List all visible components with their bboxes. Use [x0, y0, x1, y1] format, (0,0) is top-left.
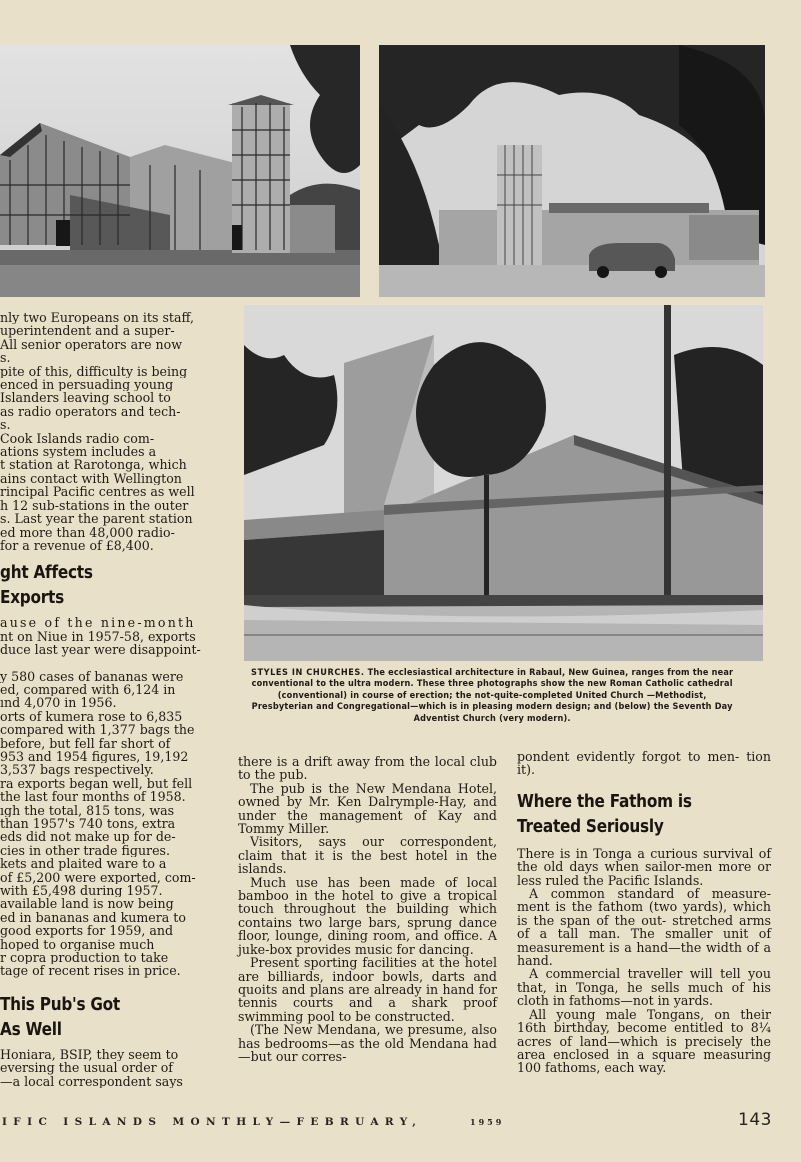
- text-line: tage of recent rises in price.: [0, 964, 181, 978]
- left-para-2: [0, 365, 216, 432]
- text-line: nt on Niue in 1957-58, exports: [0, 629, 196, 644]
- left-column: [0, 311, 216, 1111]
- middle-column: [238, 755, 497, 1063]
- text-line: good exports for 1959, and: [0, 924, 174, 938]
- left-para-1: [0, 311, 216, 365]
- text-line: ed in bananas and kumera to: [0, 910, 186, 925]
- middle-para: Much use has been made of local bamboo in the hotel to give a tropical touch throughout the building which contains two large bars, sprung dance floor, lounge, dining room, and office. A juke-box provides music for dancing.: [238, 874, 497, 957]
- text-line: enced in persuading young: [0, 378, 174, 392]
- text-line: eds did not make up for de-: [0, 830, 176, 844]
- text-line: ed more than 48,000 radio-: [0, 525, 175, 539]
- left-para-3: [0, 432, 216, 553]
- heading-copra-affects-exports: [0, 560, 216, 610]
- text-line: kets and plaited ware to a: [0, 857, 167, 871]
- text-line: before, but fell far short of: [0, 736, 171, 750]
- text-line: uperintendent and a super-: [0, 324, 175, 338]
- text-line: eversing the usual order of: [0, 1061, 173, 1075]
- middle-para: The pub is the New Mendana Hotel, owned by Mr. Ken Dalrymple-Hay, and under the management of Kay and Tommy Miller.: [238, 780, 497, 837]
- heading-line: Exports: [0, 587, 64, 609]
- text-line: ınd 4,070 in 1956.: [0, 696, 117, 710]
- photo-caption: [248, 668, 736, 725]
- middle-para: there is a drift away from the local club to the pub.: [238, 754, 497, 783]
- publication-year: 1959: [470, 1117, 505, 1127]
- text-line: ause of the nine-month: [0, 616, 196, 630]
- text-line: for a revenue of £8,400.: [0, 538, 154, 553]
- right-para: pondent evidently forgot to men- tion it).: [517, 749, 771, 778]
- publication-name: IFIC ISLANDS MONTHLY—FEBRUARY,: [2, 1116, 423, 1128]
- left-para-7: [0, 777, 216, 857]
- heading-line: Treated Seriously: [517, 815, 664, 837]
- text-line: y 580 cases of bananas were: [0, 669, 184, 683]
- text-line: s. Last year the parent station: [0, 512, 193, 526]
- heading-line: This Pub's Got: [0, 993, 120, 1015]
- heading-line: ght Affects: [0, 562, 93, 584]
- text-line: available land is now being: [0, 897, 174, 911]
- text-line: s.: [0, 351, 11, 365]
- heading-where-the-fathom: [517, 789, 771, 839]
- heading-this-pubs-got: [0, 992, 216, 1042]
- text-line: r copra production to take: [0, 951, 169, 965]
- text-line: s.: [0, 418, 11, 432]
- heading-line: As Well: [0, 1018, 62, 1040]
- text-line: ra exports began well, but fell: [0, 776, 193, 791]
- right-para: There is in Tonga a curious survival of the old days when sailor-men more or less ruled the Pacific Islands.: [517, 845, 771, 888]
- text-line: compared with 1,377 bags the: [0, 723, 195, 737]
- text-line: duce last year were disappoint-: [0, 643, 201, 657]
- middle-para: (The New Mendana, we presume, also has bedrooms—as the old Mendana had—but our corres-: [238, 1022, 497, 1064]
- text-line: —a local correspondent says: [0, 1074, 183, 1089]
- middle-para: Visitors, says our correspondent, claim that it is the best hotel in the islands.: [238, 834, 497, 877]
- text-line: 953 and 1954 figures, 19,192: [0, 749, 189, 764]
- left-para-6: [0, 710, 216, 777]
- middle-para: Present sporting facilities at the hotel are billiards, indoor bowls, darts and quoits and plans are already in hand for tennis courts and a shark proof swimming pool to be constructed.: [238, 955, 497, 1024]
- text-line: of £5,200 were exported, com-: [0, 870, 196, 885]
- text-line: All senior operators are now: [0, 337, 183, 352]
- text-line: t station at Rarotonga, which: [0, 458, 187, 472]
- text-line: the last four months of 1958.: [0, 790, 186, 804]
- right-column: [517, 750, 771, 1075]
- text-line: Islanders leaving school to: [0, 391, 171, 405]
- right-para: A common standard of measure- ment is the fathom (two yards), which is the span of the out- stretched arms of a tall man. The smaller unit of measurement is a hand—the width of a hand.: [517, 886, 771, 969]
- photo-cathedral-under-construction: [0, 45, 360, 297]
- heading-line: Where the Fathom is: [517, 790, 692, 812]
- page-number: 143: [738, 1110, 772, 1130]
- text-line: ıgh the total, 815 tons, was: [0, 803, 175, 817]
- text-line: 3,537 bags respectively.: [0, 763, 154, 777]
- left-para-10: [0, 1048, 216, 1088]
- text-line: ed, compared with 6,124 in: [0, 682, 176, 697]
- text-line: Cook Islands radio com-: [0, 431, 155, 446]
- caption-text: The ecclesiastical architecture in Rabaul, New Guinea, ranges from the near conventional to the ultra modern. These three photographs show the new Roman Catholic cathedral (conventional) in course of erection; the not-quite-completed United Church —Methodist, Presbyterian and Congregational—which is in pleasing modern design; and (below) the Seventh Day Adventist Church (very modern).: [251, 668, 734, 724]
- text-line: with £5,498 during 1957.: [0, 884, 163, 898]
- left-para-8: [0, 857, 216, 897]
- text-line: pite of this, difficulty is being: [0, 364, 188, 379]
- page-footer: [0, 1110, 801, 1136]
- text-line: h 12 sub-stations in the outer: [0, 498, 189, 513]
- photo-united-church-with-car: [379, 45, 765, 297]
- text-line: orts of kumera rose to 6,835: [0, 709, 183, 724]
- text-line: ations system includes a: [0, 445, 157, 459]
- text-line: cies in other trade figures.: [0, 843, 170, 858]
- text-line: ains contact with Wellington: [0, 471, 182, 486]
- text-line: as radio operators and tech-: [0, 404, 181, 419]
- left-para-4: [0, 616, 216, 656]
- text-line: rincipal Pacific centres as well: [0, 485, 195, 499]
- text-line: Honiara, BSIP, they seem to: [0, 1047, 179, 1062]
- caption-lead: STYLES IN CHURCHES.: [251, 668, 365, 678]
- text-line: hoped to organise much: [0, 937, 155, 952]
- left-para-5: [0, 670, 216, 710]
- text-line: than 1957's 740 tons, extra: [0, 817, 176, 831]
- left-para-9: [0, 897, 216, 977]
- text-line: nly two Europeans on its staff,: [0, 311, 194, 325]
- right-para: A commercial traveller will tell you that, in Tonga, he sells much of his cloth in fathoms—not in yards.: [517, 966, 771, 1009]
- right-para: All young male Tongans, on their 16th birthday, become entitled to 8¼ acres of land—which is precisely the area enclosed in a square measuring 100 fathoms, each way.: [517, 1006, 771, 1076]
- photo-adventist-church: [244, 305, 763, 661]
